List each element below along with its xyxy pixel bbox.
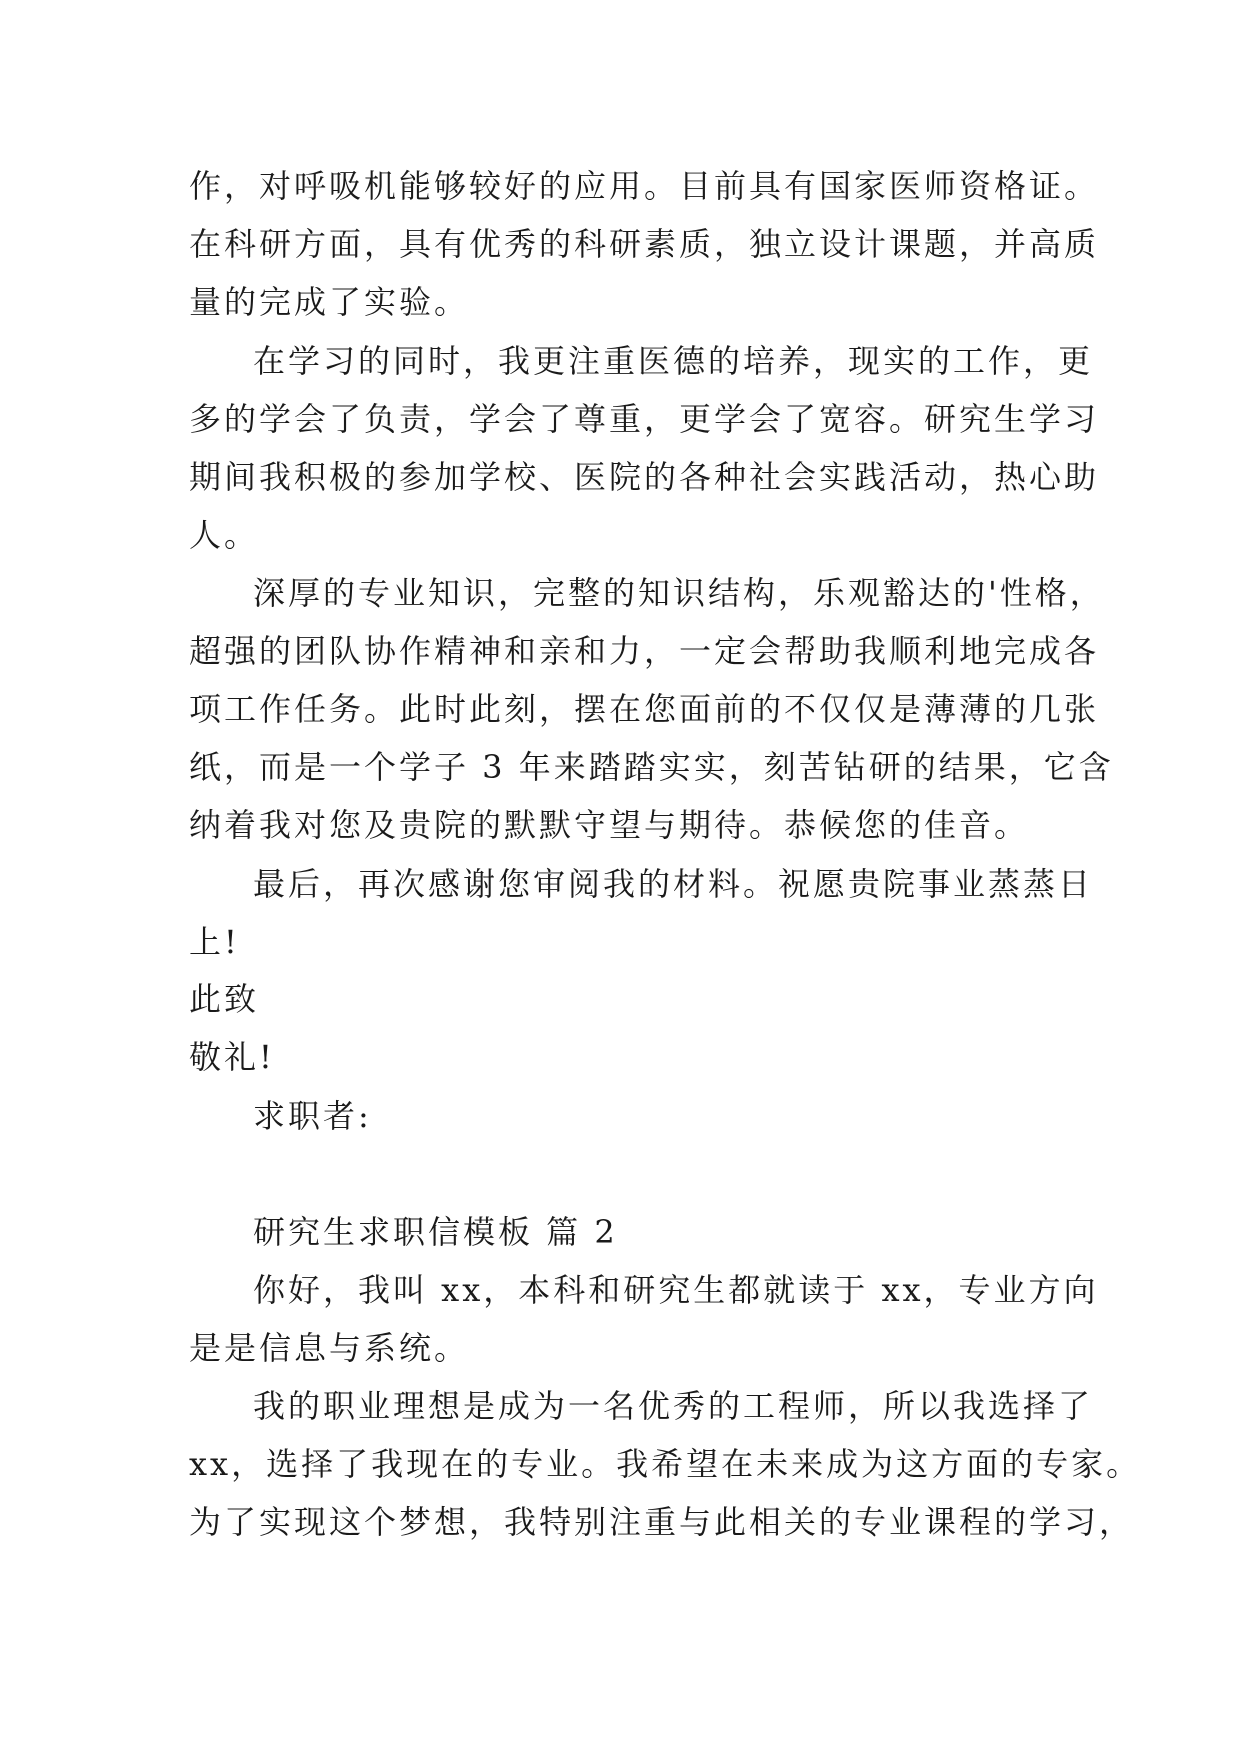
salutation-line: 敬礼! (189, 1038, 275, 1076)
paragraph-first-line: 最后，再次感谢您审阅我的材料。祝愿贵院事业蒸蒸日 (253, 865, 1094, 903)
text-line: 在科研方面，具有优秀的科研素质，独立设计课题，并高质 (189, 225, 1100, 263)
paragraph-first-line: 在学习的同时，我更注重医德的培养，现实的工作，更 (253, 342, 1094, 380)
text-line: 人。 (189, 516, 260, 554)
paragraph-first-line: 深厚的专业知识，完整的知识结构，乐观豁达的'性格， (253, 574, 1105, 612)
text-line: 量的完成了实验。 (189, 283, 470, 321)
text-line: 为了实现这个梦想，我特别注重与此相关的专业课程的学习， (189, 1503, 1135, 1541)
text-line: 期间我积极的参加学校、医院的各种社会实践活动，热心助 (189, 458, 1100, 496)
text-line: 作，对呼吸机能够较好的应用。目前具有国家医师资格证。 (189, 167, 1100, 205)
text-line: 纳着我对您及贵院的默默守望与期待。恭候您的佳音。 (189, 806, 1030, 844)
text-line: 超强的团队协作精神和亲和力，一定会帮助我顺利地完成各 (189, 632, 1100, 670)
salutation-line: 此致 (189, 980, 260, 1018)
section-heading: 研究生求职信模板 篇 2 (253, 1213, 618, 1251)
text-line: xx，选择了我现在的专业。我希望在未来成为这方面的专家。 (189, 1445, 1142, 1483)
signature-line: 求职者: (253, 1097, 372, 1135)
text-line: 项工作任务。此时此刻，摆在您面前的不仅仅是薄薄的几张 (189, 690, 1100, 728)
paragraph-first-line: 我的职业理想是成为一名优秀的工程师，所以我选择了 (253, 1387, 1094, 1425)
text-line: 是是信息与系统。 (189, 1329, 470, 1367)
text-line: 纸，而是一个学子 3 年来踏踏实实，刻苦钻研的结果，它含 (189, 748, 1114, 786)
text-line: 上! (189, 923, 240, 961)
paragraph-first-line: 你好，我叫 xx，本科和研究生都就读于 xx，专业方向 (253, 1271, 1099, 1309)
text-line: 多的学会了负责，学会了尊重，更学会了宽容。研究生学习 (189, 400, 1100, 438)
